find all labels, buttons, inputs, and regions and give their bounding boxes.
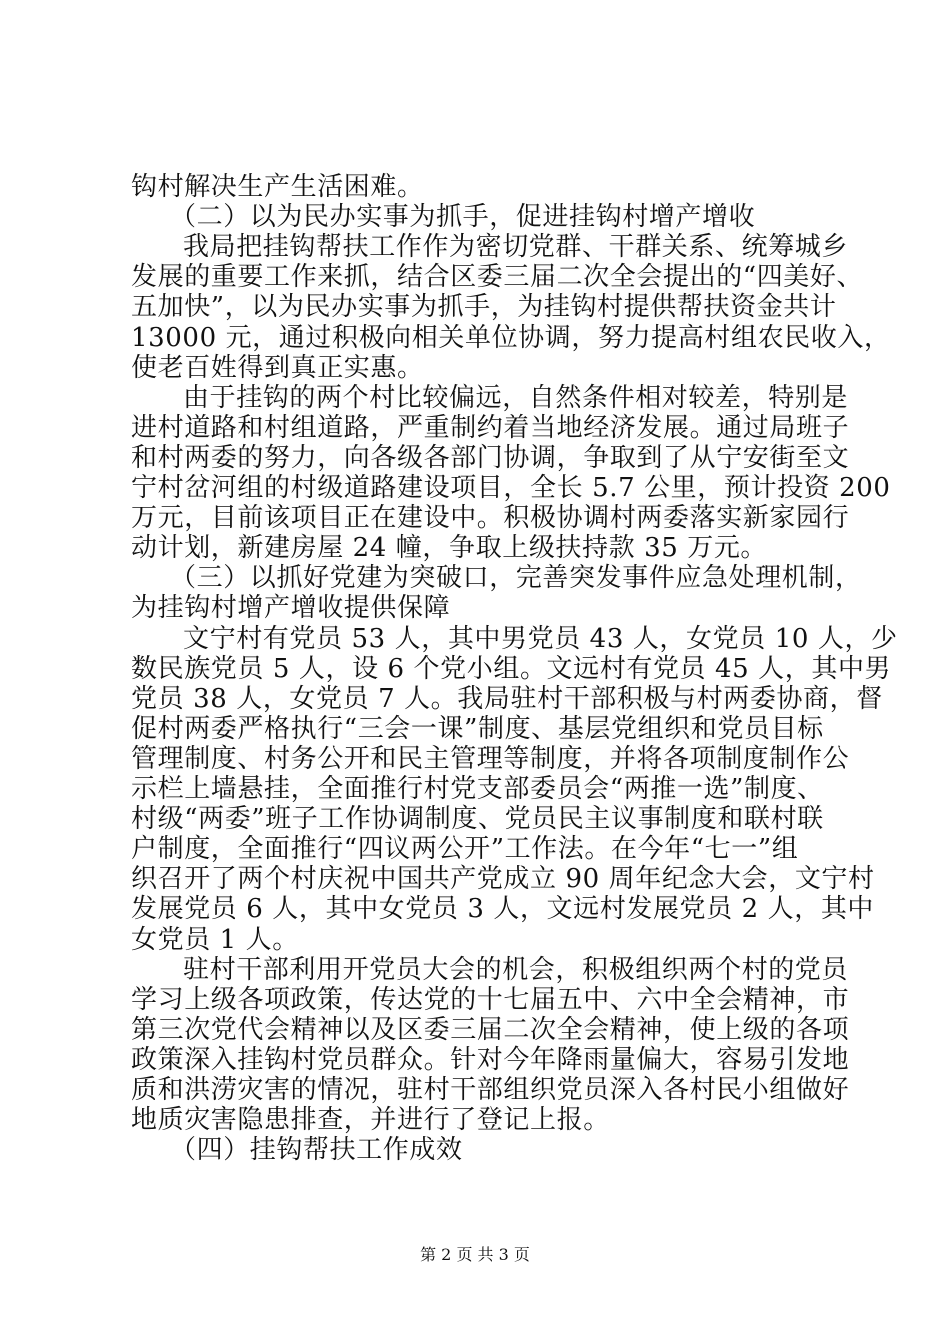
paragraph-first-line: 文宁村有党员 53 人，其中男党员 43 人，女党员 10 人，少 xyxy=(183,624,898,654)
section-heading: （四）挂钩帮扶工作成效 xyxy=(170,1135,463,1165)
text-line: 学习上级各项政策，传达党的十七届五中、六中全会精神，市 xyxy=(131,985,850,1015)
text-line: 13000 元，通过积极向相关单位协调，努力提高村组农民收入， xyxy=(131,323,891,353)
section-heading: （三）以抓好党建为突破口，完善突发事件应急处理机制， xyxy=(170,563,862,593)
text-line: 进村道路和村组道路，严重制约着当地经济发展。通过局班子 xyxy=(131,413,850,443)
text-line: 发展的重要工作来抓，结合区委三届二次全会提出的“四美好、 xyxy=(131,262,864,292)
text-line: 促村两委严格执行“三会一课”制度、基层党组织和党员目标 xyxy=(131,714,824,744)
paragraph-first-line: 由于挂钩的两个村比较偏远，自然条件相对较差，特别是 xyxy=(183,383,849,413)
page-number-footer: 第 2 页 共 3 页 xyxy=(420,1245,530,1264)
text-line: 数民族党员 5 人，设 6 个党小组。文远村有党员 45 人，其中男 xyxy=(131,654,892,684)
text-line: 宁村岔河组的村级道路建设项目，全长 5.7 公里，预计投资 200 xyxy=(131,473,891,503)
text-line: 万元，目前该项目正在建设中。积极协调村两委落实新家园行 xyxy=(131,503,850,533)
text-line: 钩村解决生产生活困难。 xyxy=(131,172,424,202)
text-line: 质和洪涝灾害的情况，驻村干部组织党员深入各村民小组做好 xyxy=(131,1075,850,1105)
text-line: 发展党员 6 人，其中女党员 3 人，文远村发展党员 2 人，其中 xyxy=(131,894,875,924)
text-line: 管理制度、村务公开和民主管理等制度，并将各项制度制作公 xyxy=(131,744,850,774)
text-line: 五加快”，以为民办实事为抓手，为挂钩村提供帮扶资金共计 xyxy=(131,292,837,322)
paragraph-first-line: 驻村干部利用开党员大会的机会，积极组织两个村的党员 xyxy=(183,955,849,985)
text-line: 村级“两委”班子工作协调制度、党员民主议事制度和联村联 xyxy=(131,804,824,834)
text-line: 户制度，全面推行“四议两公开”工作法。在今年“七一”组 xyxy=(131,834,799,864)
section-heading-continued: 为挂钩村增产增收提供保障 xyxy=(131,593,451,623)
text-line: 政策深入挂钩村党员群众。针对今年降雨量偏大，容易引发地 xyxy=(131,1045,850,1075)
text-line: 织召开了两个村庆祝中国共产党成立 90 周年纪念大会，文宁村 xyxy=(131,864,875,894)
text-line: 示栏上墙悬挂，全面推行村党支部委员会“两推一选”制度、 xyxy=(131,774,824,804)
text-line: 第三次党代会精神以及区委三届二次全会精神，使上级的各项 xyxy=(131,1015,850,1045)
text-line: 党员 38 人，女党员 7 人。我局驻村干部积极与村两委协商，督 xyxy=(131,684,883,714)
text-line: 女党员 1 人。 xyxy=(131,925,299,955)
text-line: 动计划，新建房屋 24 幢，争取上级扶持款 35 万元。 xyxy=(131,533,768,563)
text-line: 地质灾害隐患排查，并进行了登记上报。 xyxy=(131,1105,610,1135)
text-line: 使老百姓得到真正实惠。 xyxy=(131,353,424,383)
section-heading: （二）以为民办实事为抓手，促进挂钩村增产增收 xyxy=(170,202,756,232)
paragraph-first-line: 我局把挂钩帮扶工作作为密切党群、干群关系、统筹城乡 xyxy=(183,232,849,262)
text-line: 和村两委的努力，向各级各部门协调，争取到了从宁安街至文 xyxy=(131,443,850,473)
